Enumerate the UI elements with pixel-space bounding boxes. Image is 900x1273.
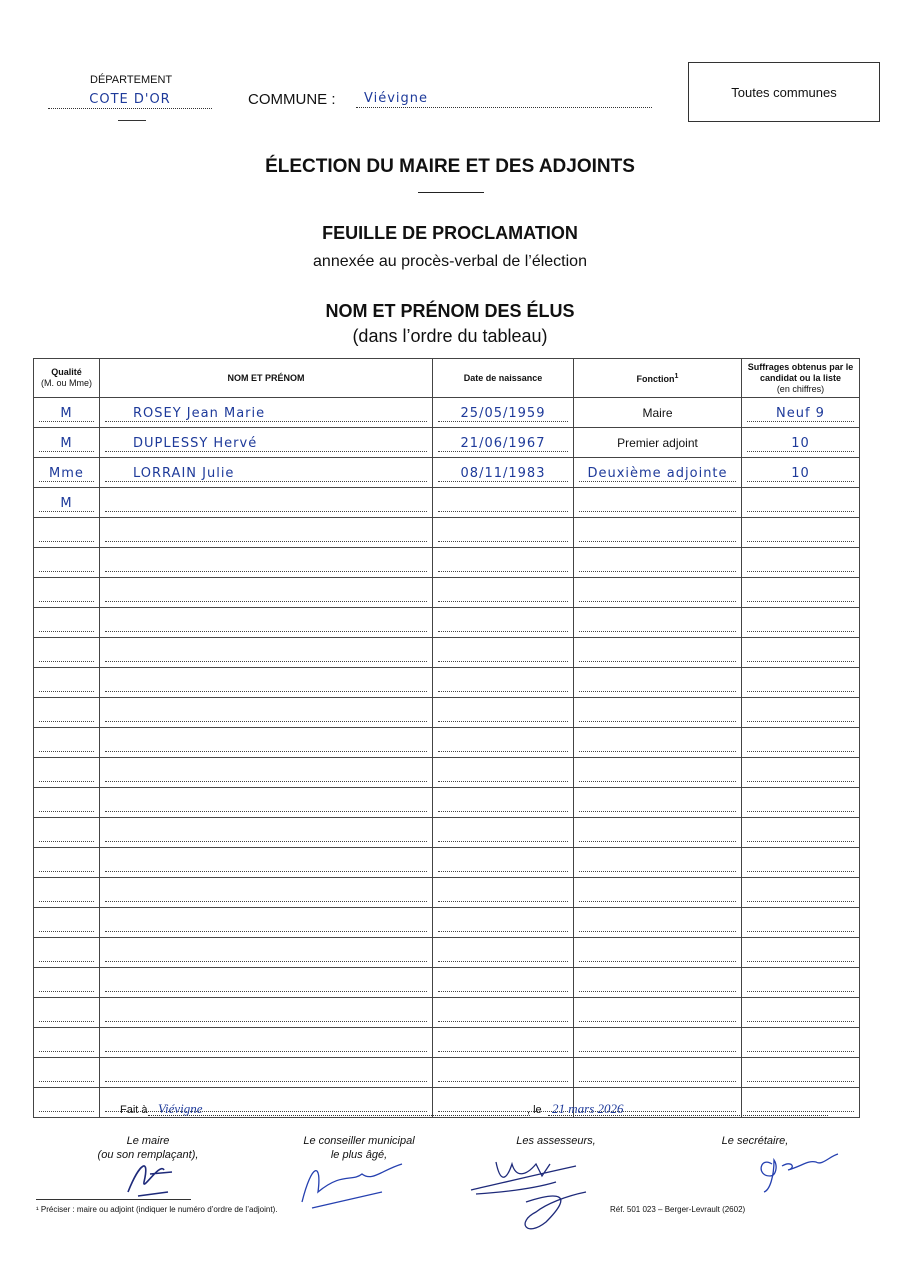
fait-a-field[interactable]: Viévigne — [148, 1101, 530, 1116]
footnote-divider — [36, 1199, 191, 1200]
qualite-cell-value[interactable] — [39, 826, 94, 842]
fonction-cell — [574, 1058, 742, 1088]
date-cell — [433, 1058, 574, 1088]
fonction-cell-value[interactable] — [579, 946, 736, 962]
fonction-cell-value[interactable] — [579, 616, 736, 632]
qualite-cell-value[interactable] — [39, 616, 94, 632]
date-cell-value[interactable] — [438, 736, 568, 752]
table-row — [34, 908, 860, 938]
suffrages-cell — [742, 458, 860, 488]
date-cell — [433, 848, 574, 878]
qualite-cell — [34, 428, 100, 458]
table-row — [34, 668, 860, 698]
nom-cell — [100, 518, 433, 548]
fonction-cell — [574, 428, 742, 458]
nom-cell — [100, 668, 433, 698]
suffrages-cell-value[interactable] — [747, 886, 854, 902]
fonction-cell-value[interactable] — [579, 766, 736, 782]
suffrages-cell-value[interactable] — [747, 766, 854, 782]
date-cell — [433, 548, 574, 578]
date-cell-value[interactable] — [438, 1006, 568, 1022]
date-cell — [433, 578, 574, 608]
date-cell-value[interactable] — [438, 916, 568, 932]
date-cell-value[interactable]: 25/05/1959 — [438, 406, 568, 422]
date-cell-value[interactable] — [438, 826, 568, 842]
date-cell — [433, 638, 574, 668]
table-row — [34, 1028, 860, 1058]
nom-cell-value[interactable] — [105, 766, 427, 782]
table-row — [34, 758, 860, 788]
fonction-cell — [574, 848, 742, 878]
nom-cell — [100, 788, 433, 818]
signature-conseiller — [292, 1152, 422, 1212]
nom-cell — [100, 428, 433, 458]
date-cell — [433, 788, 574, 818]
suffrages-cell — [742, 638, 860, 668]
signature-assesseurs — [466, 1152, 596, 1242]
qualite-cell-value[interactable] — [39, 676, 94, 692]
date-cell — [433, 518, 574, 548]
nom-cell — [100, 998, 433, 1028]
fonction-cell-value[interactable] — [579, 736, 736, 752]
header-date: Date de naissance — [433, 359, 574, 398]
suffrages-cell — [742, 848, 860, 878]
commune-label: COMMUNE : — [248, 91, 336, 108]
suffrages-cell — [742, 728, 860, 758]
fonction-cell-value[interactable] — [579, 586, 736, 602]
nom-cell — [100, 758, 433, 788]
departement-underline — [118, 120, 146, 121]
date-cell — [433, 998, 574, 1028]
signature-secretaire — [752, 1146, 842, 1196]
suffrages-cell — [742, 1028, 860, 1058]
suffrages-cell-value[interactable] — [747, 646, 854, 662]
qualite-cell-value[interactable]: M — [39, 496, 94, 512]
fonction-cell — [574, 908, 742, 938]
date-cell — [433, 818, 574, 848]
nom-cell-value[interactable] — [105, 1006, 427, 1022]
nom-cell-value[interactable] — [105, 916, 427, 932]
nom-cell-value[interactable] — [105, 1066, 427, 1082]
fonction-cell-value[interactable] — [579, 1006, 736, 1022]
table-row — [34, 848, 860, 878]
date-cell — [433, 488, 574, 518]
fonction-cell-value[interactable] — [579, 796, 736, 812]
qualite-cell-value[interactable] — [39, 1036, 94, 1052]
fonction-cell-value[interactable] — [579, 856, 736, 872]
elus-table — [33, 358, 860, 1118]
date-cell — [433, 878, 574, 908]
table-row — [34, 698, 860, 728]
fonction-cell-value[interactable] — [579, 526, 736, 542]
qualite-cell-value[interactable] — [39, 1066, 94, 1082]
qualite-cell-value[interactable] — [39, 736, 94, 752]
fonction-cell — [574, 998, 742, 1028]
suffrages-cell — [742, 1058, 860, 1088]
qualite-cell — [34, 818, 100, 848]
table-row — [34, 788, 860, 818]
fonction-cell-value[interactable] — [579, 1036, 736, 1052]
departement-label: DÉPARTEMENT — [90, 74, 173, 86]
fonction-cell — [574, 698, 742, 728]
date-cell — [433, 758, 574, 788]
date-cell-value[interactable] — [438, 676, 568, 692]
suffrages-cell — [742, 818, 860, 848]
qualite-cell-value[interactable] — [39, 646, 94, 662]
nom-cell — [100, 848, 433, 878]
fonction-cell — [574, 968, 742, 998]
fonction-cell — [574, 608, 742, 638]
nom-cell — [100, 458, 433, 488]
qualite-cell-value[interactable] — [39, 1096, 94, 1112]
suffrages-cell — [742, 488, 860, 518]
nom-cell — [100, 728, 433, 758]
table-row — [34, 968, 860, 998]
fonction-cell-value[interactable]: Deuxième adjointe — [579, 466, 736, 482]
fonction-cell — [574, 518, 742, 548]
qualite-cell-value[interactable] — [39, 766, 94, 782]
nom-cell-value[interactable]: ROSEY Jean Marie — [105, 406, 427, 422]
suffrages-cell-value[interactable] — [747, 526, 854, 542]
suffrages-cell — [742, 998, 860, 1028]
suffrages-cell-value[interactable] — [747, 496, 854, 512]
nom-cell — [100, 1028, 433, 1058]
nom-cell-value[interactable] — [105, 976, 427, 992]
qualite-cell-value[interactable] — [39, 946, 94, 962]
table-row — [34, 428, 860, 458]
commune-field[interactable]: Viévigne — [356, 91, 652, 108]
date-cell — [433, 668, 574, 698]
table-row — [34, 458, 860, 488]
date-cell-value[interactable] — [438, 646, 568, 662]
date-cell-value[interactable] — [438, 616, 568, 632]
fonction-cell — [574, 788, 742, 818]
date-cell — [433, 968, 574, 998]
toutes-communes-box: Toutes communes — [688, 62, 880, 122]
nom-cell-value[interactable] — [105, 646, 427, 662]
signature-label-maire: Le maire (ou son remplaçant), — [97, 1135, 199, 1161]
table-row — [34, 1058, 860, 1088]
date-cell-value[interactable] — [438, 526, 568, 542]
suffrages-cell — [742, 668, 860, 698]
fonction-printed: Maire — [642, 406, 673, 420]
fonction-cell-value[interactable] — [579, 706, 736, 722]
nom-cell — [100, 548, 433, 578]
qualite-cell-value[interactable] — [39, 856, 94, 872]
nom-cell-value[interactable]: LORRAIN Julie — [105, 466, 427, 482]
header-suffrages: Suffrages obtenus par le candidat ou la liste (en chiffres) — [742, 359, 860, 398]
fonction-cell-value[interactable] — [579, 886, 736, 902]
date-cell-value[interactable]: 21/06/1967 — [438, 436, 568, 452]
suffrages-cell-value[interactable] — [747, 616, 854, 632]
signature-label-conseiller: Le conseiller municipal le plus âgé, — [303, 1135, 415, 1161]
fonction-cell — [574, 878, 742, 908]
date-cell-value[interactable] — [438, 1066, 568, 1082]
date-cell — [433, 398, 574, 428]
fonction-cell — [574, 458, 742, 488]
fonction-cell-value[interactable] — [579, 556, 736, 572]
nom-cell — [100, 698, 433, 728]
suffrages-cell — [742, 758, 860, 788]
suffrages-cell — [742, 548, 860, 578]
fonction-cell-value[interactable] — [579, 826, 736, 842]
table-row — [34, 518, 860, 548]
qualite-cell — [34, 668, 100, 698]
qualite-cell-value[interactable] — [39, 916, 94, 932]
table-row — [34, 578, 860, 608]
table-body — [34, 398, 860, 1118]
suffrages-cell-value[interactable] — [747, 1006, 854, 1022]
date-cell-value[interactable] — [438, 496, 568, 512]
fonction-cell-value[interactable] — [579, 646, 736, 662]
qualite-cell — [34, 878, 100, 908]
names-heading: NOM ET PRÉNOM DES ÉLUS — [325, 301, 575, 321]
suffrages-cell — [742, 878, 860, 908]
qualite-cell — [34, 938, 100, 968]
nom-cell — [100, 938, 433, 968]
qualite-cell — [34, 458, 100, 488]
suffrages-cell-value[interactable]: 10 — [747, 466, 854, 482]
date-cell-value[interactable] — [438, 946, 568, 962]
nom-cell-value[interactable] — [105, 706, 427, 722]
qualite-cell — [34, 518, 100, 548]
nom-cell-value[interactable] — [105, 526, 427, 542]
qualite-cell-value[interactable] — [39, 526, 94, 542]
fonction-cell — [574, 758, 742, 788]
qualite-cell — [34, 608, 100, 638]
date-cell-value[interactable] — [438, 706, 568, 722]
nom-cell — [100, 818, 433, 848]
qualite-cell — [34, 548, 100, 578]
table-row — [34, 608, 860, 638]
suffrages-cell — [742, 608, 860, 638]
nom-cell-value[interactable] — [105, 676, 427, 692]
date-cell — [433, 938, 574, 968]
qualite-cell-value[interactable] — [39, 586, 94, 602]
suffrages-cell-value[interactable] — [747, 556, 854, 572]
date-cell — [433, 698, 574, 728]
date-cell-value[interactable] — [438, 1036, 568, 1052]
table-row — [34, 488, 860, 518]
table-row — [34, 938, 860, 968]
suffrages-cell — [742, 398, 860, 428]
nom-cell — [100, 608, 433, 638]
suffrages-cell-value[interactable] — [747, 946, 854, 962]
qualite-cell — [34, 908, 100, 938]
table-row — [34, 998, 860, 1028]
header-nom: NOM ET PRÉNOM — [100, 359, 433, 398]
fonction-cell — [574, 1028, 742, 1058]
date-cell-value[interactable] — [438, 586, 568, 602]
qualite-cell — [34, 788, 100, 818]
fonction-cell-value[interactable] — [579, 496, 736, 512]
fonction-cell — [574, 668, 742, 698]
date-cell-value[interactable] — [438, 556, 568, 572]
signature-label-secretaire: Le secrétaire, — [721, 1135, 789, 1147]
qualite-cell-value[interactable]: M — [39, 406, 94, 422]
nom-cell-value[interactable] — [105, 886, 427, 902]
nom-cell-value[interactable] — [105, 856, 427, 872]
qualite-cell — [34, 1028, 100, 1058]
date-cell — [433, 458, 574, 488]
fonction-cell — [574, 638, 742, 668]
fonction-cell-value[interactable] — [579, 916, 736, 932]
date-cell — [433, 908, 574, 938]
qualite-cell — [34, 728, 100, 758]
fonction-cell — [574, 578, 742, 608]
table-row — [34, 878, 860, 908]
footnote: ¹ Préciser : maire ou adjoint (indiquer le numéro d’ordre de l’adjoint). — [36, 1205, 278, 1214]
suffrages-cell-value[interactable] — [747, 796, 854, 812]
nom-cell-value[interactable] — [105, 946, 427, 962]
page-title: ÉLECTION DU MAIRE ET DES ADJOINTS — [265, 156, 635, 177]
nom-cell-value[interactable] — [105, 736, 427, 752]
signature-label-assesseurs: Les assesseurs, — [516, 1135, 596, 1147]
departement-field[interactable]: COTE D'OR — [48, 92, 212, 109]
qualite-cell — [34, 848, 100, 878]
qualite-cell — [34, 398, 100, 428]
nom-cell — [100, 878, 433, 908]
date-cell-value[interactable] — [438, 796, 568, 812]
suffrages-cell — [742, 908, 860, 938]
qualite-cell — [34, 758, 100, 788]
date-cell — [433, 608, 574, 638]
fonction-cell — [574, 488, 742, 518]
date-cell-value[interactable] — [438, 976, 568, 992]
nom-cell-value[interactable] — [105, 496, 427, 512]
nom-cell — [100, 1058, 433, 1088]
sheet-subtitle: annexée au procès-verbal de l’élection — [313, 253, 587, 270]
suffrages-cell-value[interactable] — [747, 736, 854, 752]
suffrages-cell — [742, 788, 860, 818]
date-cell-value[interactable] — [438, 766, 568, 782]
fonction-cell — [574, 548, 742, 578]
date-cell — [433, 728, 574, 758]
signature-maire — [120, 1152, 180, 1200]
qualite-cell — [34, 998, 100, 1028]
fonction-cell — [574, 938, 742, 968]
suffrages-cell-value[interactable]: 10 — [747, 436, 854, 452]
fonction-cell-value[interactable] — [579, 976, 736, 992]
qualite-cell-value[interactable] — [39, 976, 94, 992]
reference-code: Réf. 501 023 – Berger-Levrault (2602) — [610, 1205, 746, 1214]
header-fonction: Fonction$^1$ — [574, 359, 742, 398]
qualite-cell-value[interactable] — [39, 706, 94, 722]
date-field[interactable]: 21 mars 2026 — [548, 1101, 828, 1116]
qualite-cell — [34, 638, 100, 668]
qualite-cell — [34, 488, 100, 518]
suffrages-cell — [742, 938, 860, 968]
names-subheading: (dans l’ordre du tableau) — [352, 326, 548, 346]
suffrages-cell — [742, 518, 860, 548]
table-row — [34, 398, 860, 428]
fait-a-label: Fait à — [120, 1104, 148, 1116]
suffrages-cell-value[interactable] — [747, 706, 854, 722]
nom-cell — [100, 578, 433, 608]
fonction-cell-value[interactable] — [579, 1066, 736, 1082]
nom-cell — [100, 398, 433, 428]
date-cell-value[interactable]: 08/11/1983 — [438, 466, 568, 482]
table-row — [34, 818, 860, 848]
suffrages-cell — [742, 968, 860, 998]
suffrages-cell-value[interactable] — [747, 1036, 854, 1052]
date-cell — [433, 428, 574, 458]
suffrages-cell-value[interactable] — [747, 586, 854, 602]
suffrages-cell-value[interactable]: Neuf 9 — [747, 406, 854, 422]
suffrages-cell-value[interactable] — [747, 856, 854, 872]
qualite-cell-value[interactable]: Mme — [39, 466, 94, 482]
fonction-cell — [574, 818, 742, 848]
suffrages-cell-value[interactable] — [747, 676, 854, 692]
qualite-cell — [34, 968, 100, 998]
nom-cell-value[interactable] — [105, 796, 427, 812]
table-row — [34, 728, 860, 758]
fonction-printed: Premier adjoint — [617, 436, 698, 450]
nom-cell — [100, 638, 433, 668]
title-divider — [418, 192, 484, 193]
fonction-cell — [574, 398, 742, 428]
le-label: , le — [527, 1104, 542, 1116]
qualite-cell-value[interactable] — [39, 556, 94, 572]
nom-cell-value[interactable]: DUPLESSY Hervé — [105, 436, 427, 452]
fonction-cell-value[interactable] — [579, 676, 736, 692]
nom-cell — [100, 908, 433, 938]
fonction-cell — [574, 728, 742, 758]
table-row — [34, 548, 860, 578]
nom-cell-value[interactable] — [105, 826, 427, 842]
nom-cell — [100, 968, 433, 998]
qualite-cell-value[interactable] — [39, 796, 94, 812]
qualite-cell — [34, 1088, 100, 1118]
suffrages-cell-value[interactable] — [747, 1066, 854, 1082]
table-header-row — [34, 359, 860, 398]
suffrages-cell — [742, 698, 860, 728]
qualite-cell-value[interactable]: M — [39, 436, 94, 452]
qualite-cell — [34, 698, 100, 728]
suffrages-cell-value[interactable] — [747, 826, 854, 842]
qualite-cell-value[interactable] — [39, 1006, 94, 1022]
suffrages-cell — [742, 578, 860, 608]
date-cell-value[interactable] — [438, 856, 568, 872]
nom-cell — [100, 488, 433, 518]
qualite-cell-value[interactable] — [39, 886, 94, 902]
qualite-cell — [34, 578, 100, 608]
date-cell-value[interactable] — [438, 886, 568, 902]
suffrages-cell-value[interactable] — [747, 916, 854, 932]
nom-cell-value[interactable] — [105, 556, 427, 572]
qualite-cell — [34, 1058, 100, 1088]
table-row — [34, 638, 860, 668]
suffrages-cell — [742, 428, 860, 458]
nom-cell-value[interactable] — [105, 1036, 427, 1052]
nom-cell-value[interactable] — [105, 616, 427, 632]
sheet-title: FEUILLE DE PROCLAMATION — [322, 223, 578, 243]
header-qualite: Qualité (M. ou Mme) — [34, 359, 100, 398]
nom-cell-value[interactable] — [105, 586, 427, 602]
date-cell — [433, 1028, 574, 1058]
suffrages-cell-value[interactable] — [747, 976, 854, 992]
